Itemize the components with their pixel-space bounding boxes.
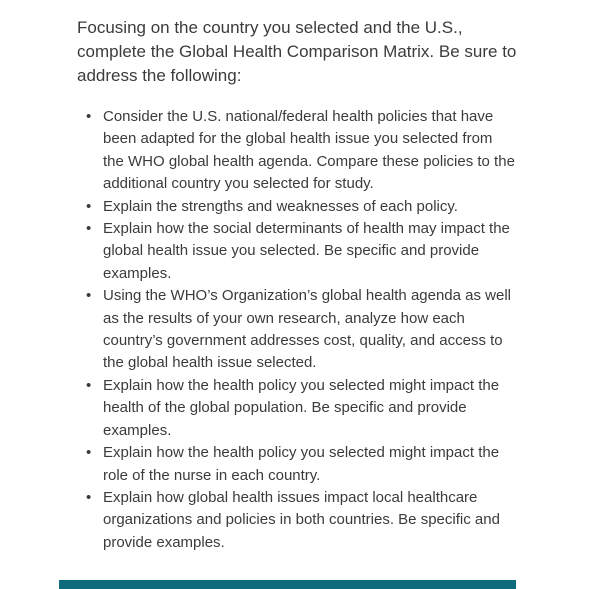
list-item — [86, 285, 517, 375]
list-item-text: Explain how the health policy you selected might impact the health of the global population. Be specific and provide examples. — [103, 376, 500, 439]
list-item-text: Explain how the health policy you selected might impact the role of the nurse in each country. — [103, 444, 500, 484]
intro-paragraph: Focusing on the country you selected and the U.S., complete the Global Health Comparison Matrix. Be sure to address the following: — [77, 18, 517, 85]
bullet-icon: • — [86, 444, 92, 462]
bullet-icon: • — [86, 108, 92, 125]
list-item — [86, 218, 517, 285]
assignment-content — [77, 16, 517, 554]
bullet-icon: • — [86, 376, 92, 394]
list-item — [86, 106, 517, 196]
bullet-icon: • — [86, 197, 92, 215]
bullet-icon: • — [86, 287, 92, 305]
bottom-banner — [59, 580, 516, 589]
requirements-list — [77, 106, 517, 554]
list-item — [86, 487, 517, 554]
bullet-icon: • — [86, 220, 92, 238]
list-item — [86, 442, 517, 487]
list-item-text: Explain how global health issues impact local healthcare organizations and policies in both countries. Be specific and provide examples. — [103, 488, 500, 551]
list-item — [86, 375, 517, 442]
list-item-text: Explain how the social determinants of health may impact the global health issue you selected. Be specific and provide examples. — [103, 220, 510, 282]
list-item-text: Consider the U.S. national/federal health policies that have been adapted for the global health issue you selected from the WHO global health agenda. Compare these policies to the additional country you selected for study. — [103, 108, 515, 193]
list-item — [86, 196, 517, 218]
list-item-text: Explain the strengths and weaknesses of each policy. — [103, 197, 458, 215]
bullet-icon: • — [86, 488, 92, 506]
list-item-text: Using the WHO’s Organization’s global health agenda as well as the results of your own research, analyze how each country’s government addresses cost, quality, and access to the global health issue selected. — [103, 287, 512, 372]
